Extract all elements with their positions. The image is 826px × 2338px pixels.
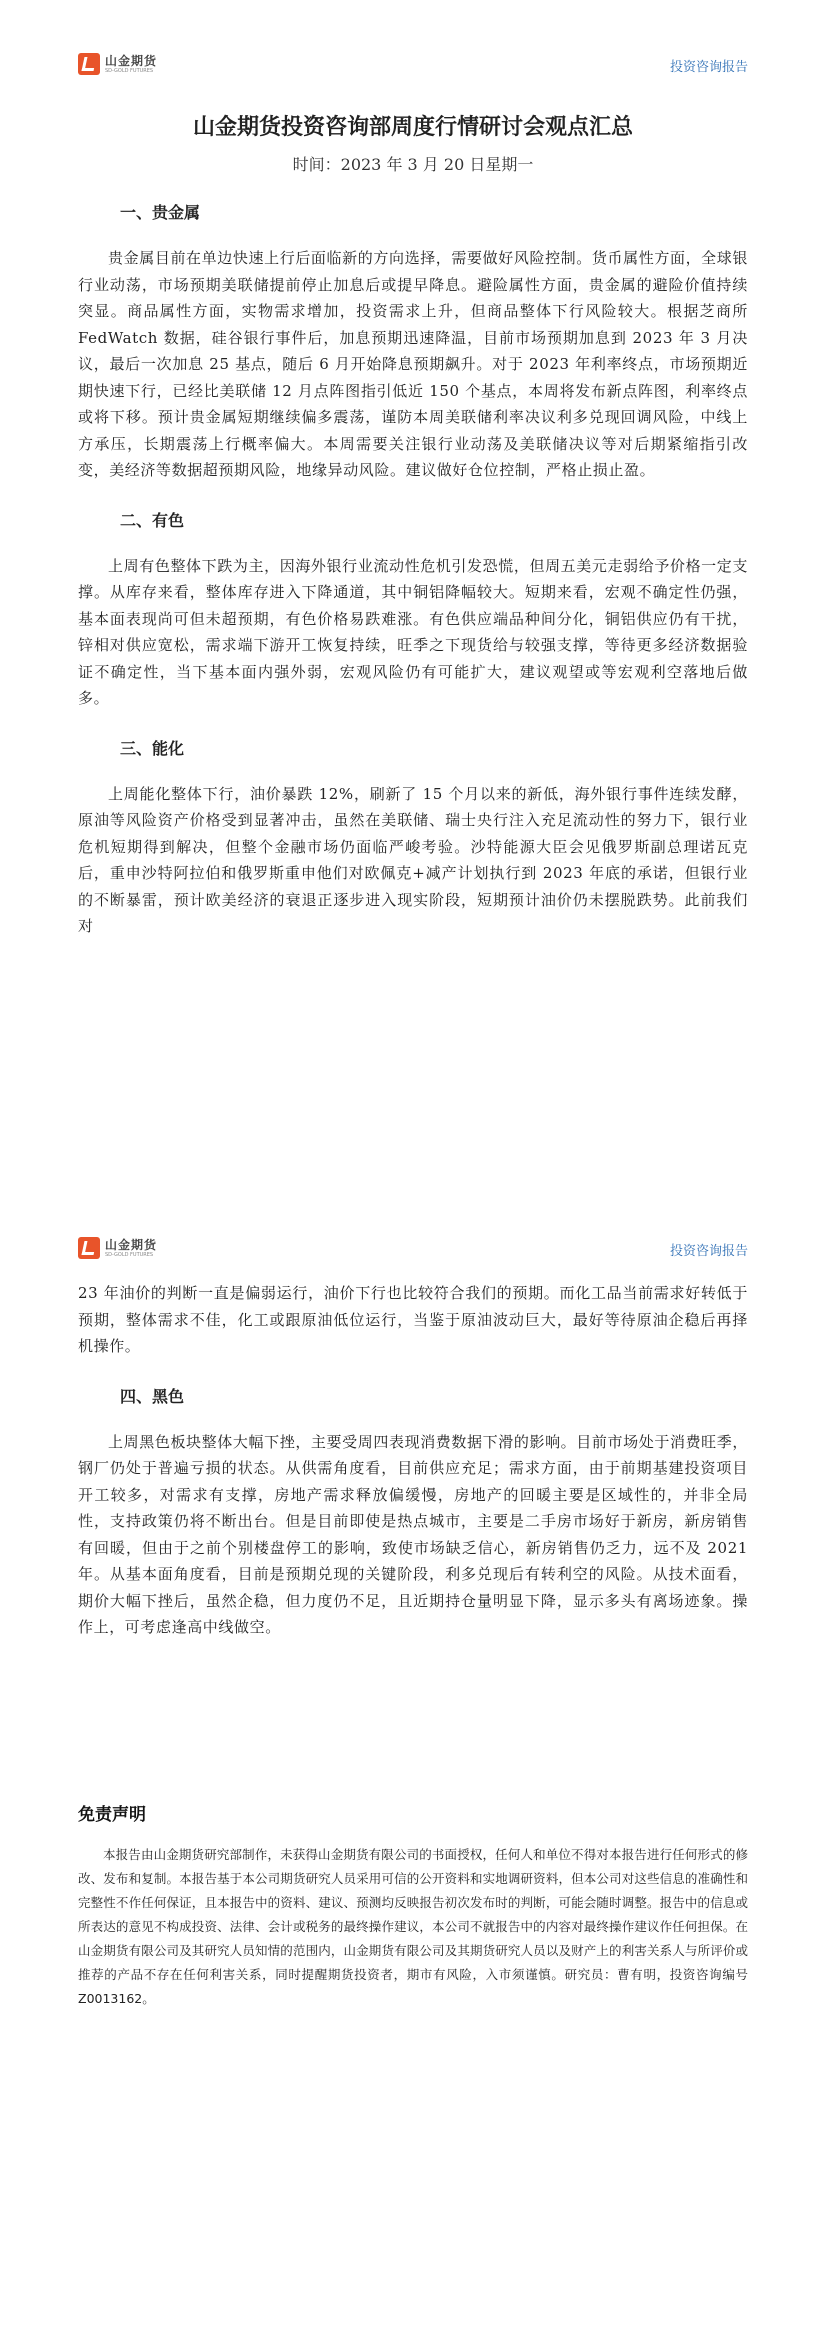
page-header: [78, 1234, 748, 1262]
logo-mark-icon: [78, 1237, 100, 1259]
section-body-precious-metals: 贵金属目前在单边快速上行后面临新的方向选择，需要做好风险控制。货币属性方面，全球银行业动荡，市场预期美联储提前停止加息后或提早降息。避险属性方面，贵金属的避险价值持续突显。商品属性方面，实物需求增加，投资需求上升，但商品整体下行风险较大。根据芝商所 FedWatch 数据，硅谷银行事件后，加息预期迅速降温，目前市场预期加息到 2023 年 3 月决议，最后一次加息 25 基点，随后 6 月开始降息预期飙升。对于 2023 年利率终点，市场预期近期快速下行，已经比美联储 12 月点阵图指引低近 150 个基点，本周将发布新点阵图，利率终点或将下移。预计贵金属短期继续偏多震荡，谨防本周美联储利率决议利多兑现回调风险，中线上方承压，长期震荡上行概率偏大。本周需要关注银行业动荡及美联储决议等对后期紧缩指引改变，美经济等数据超预期风险，地缘异动风险。建议做好仓位控制，严格止损止盈。: [78, 249, 748, 479]
page-header: [78, 50, 748, 78]
section-body-nonferrous: 上周有色整体下跌为主，因海外银行业流动性危机引发恐慌，但周五美元走弱给予价格一定支撑。从库存来看，整体库存进入下降通道，其中铜铝降幅较大。短期来看，宏观不确定性仍强，基本面表现尚可但未超预期，有色价格易跌难涨。有色供应端品种间分化，铜铝供应仍有干扰，锌相对供应宽松，需求端下游开工恢复持续，旺季之下现货给与较强支撑，等待更多经济数据验证不确定性，当下基本面内强外弱，宏观风险仍有可能扩大，建议观望或等宏观利空落地后做多。: [78, 556, 748, 707]
report-date: 时间：2023 年 3 月 20 日星期一: [292, 155, 534, 174]
company-logo: [78, 1234, 157, 1262]
disclaimer-body: 本报告由山金期货研究部制作，未获得山金期货有限公司的书面授权，任何人和单位不得对本报告进行任何形式的修改、发布和复制。本报告基于本公司期货研究人员采用可信的公开资料和实地调研资料，但本公司对这些信息的准确性和完整性不作任何保证，且本报告中的资料、建议、预测均反映报告初次发布时的判断，可能会随时调整。报告中的信息或所表达的意见不构成投资、法律、会计或税务的最终操作建议，本公司不就报告中的内容对最终操作建议作任何担保。在山金期货有限公司及其研究人员知情的范围内，山金期货有限公司及其期货研究人员以及财产上的利害关系人与所评价或推荐的产品不存在任何利害关系，同时提醒期货投资者，期市有风险，入市须谨慎。研究员：曹有明，投资咨询编号 Z0013162。: [78, 1847, 748, 2006]
report-type-tag: 投资咨询报告: [669, 60, 748, 75]
logo-english: SD-GOLD FUTURES: [105, 67, 154, 74]
section-body-energy-chemicals-continued: 23 年油价的判断一直是偏弱运行，油价下行也比较符合我们的预期。而化工品当前需求好转低于预期，整体需求不佳，化工或跟原油低位运行，当鉴于原油波动巨大，最好等待原油企稳后再择机操作。: [78, 1284, 748, 1355]
section-heading-nonferrous: 二、有色: [120, 510, 185, 530]
section-body-ferrous: 上周黑色板块整体大幅下挫，主要受周四表现消费数据下滑的影响。目前市场处于消费旺季，钢厂仍处于普遍亏损的状态。从供需角度看，目前供应充足；需求方面，由于前期基建投资项目开工较多，对需求有支撑，房地产需求释放偏缓慢，房地产的回暖主要是区域性的，并非全局性，支持政策仍将不断出台。但是目前即使是热点城市，主要是二手房市场好于新房，新房销售有回暖，但由于之前个别楼盘停工的影响，致使市场缺乏信心，新房销售仍乏力，远不及 2021 年。从基本面角度看，目前是预期兑现的关键阶段，利多兑现后有转利空的风险。从技术面看，期价大幅下挫后，虽然企稳，但力度仍不足，且近期持仓量明显下降，显示多头有离场迹象。操作上，可考虑逢高中线做空。: [78, 1432, 748, 1636]
disclaimer: [78, 1800, 748, 2011]
logo-name: 山金期货: [105, 1237, 158, 1252]
page-1-content: [78, 200, 748, 964]
report-title: 山金期货投资咨询部周度行情研讨会观点汇总: [192, 115, 633, 140]
logo-mark-icon: [78, 53, 100, 75]
logo-english: SD-GOLD FUTURES: [105, 1251, 154, 1258]
section-heading-energy-chemicals: 三、能化: [120, 738, 185, 758]
section-heading-ferrous: 四、黑色: [120, 1386, 185, 1406]
company-logo: [78, 50, 157, 78]
page-2: [0, 1210, 826, 2338]
logo-name: 山金期货: [105, 53, 158, 68]
page-2-content: [78, 1280, 748, 1665]
section-body-energy-chemicals: 上周能化整体下行，油价暴跌 12%，刷新了 15 个月以来的新低，海外银行事件连续发酵，原油等风险资产价格受到显著冲击，虽然在美联储、瑞士央行注入充足流动性的努力下，银行业危机短期得到解决，但整个金融市场仍面临严峻考验。沙特能源大臣会见俄罗斯副总理诺瓦克后，重申沙特阿拉伯和俄罗斯重申他们对欧佩克+减产计划执行到 2023 年底的承诺，但银行业的不断暴雷，预计欧美经济的衰退正逐步进入现实阶段，短期预计油价仍未摆脱跌势。此前我们对: [78, 784, 748, 935]
section-heading-precious-metals: 一、贵金属: [120, 203, 201, 222]
report-type-tag: 投资咨询报告: [669, 1244, 748, 1259]
disclaimer-heading: 免责声明: [78, 1805, 146, 1825]
